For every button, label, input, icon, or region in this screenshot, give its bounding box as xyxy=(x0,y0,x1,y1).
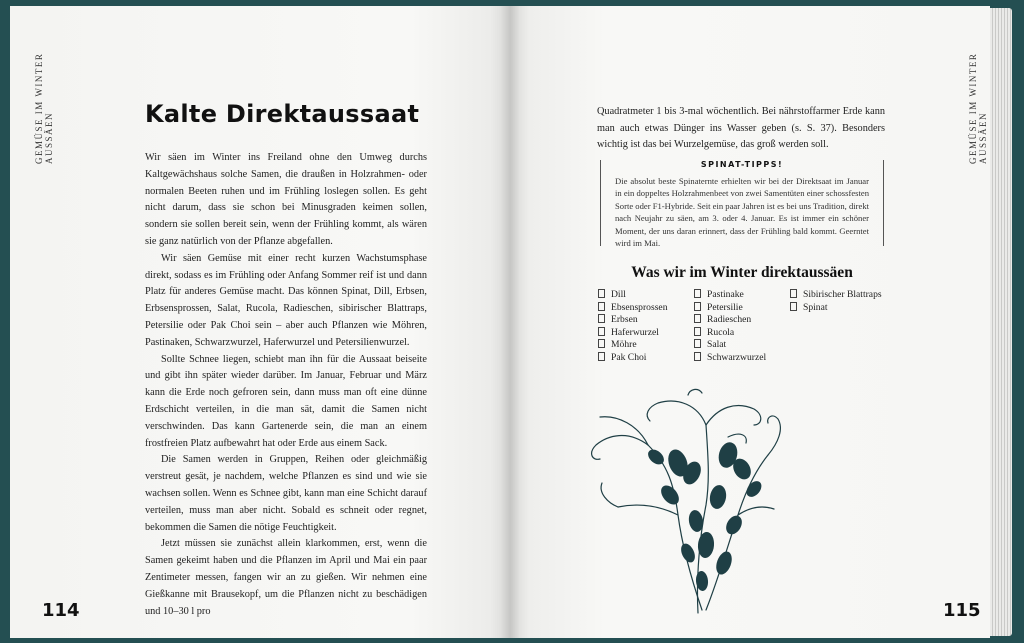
list-item: Ebsensprossen xyxy=(598,302,668,315)
list-item: Salat xyxy=(694,339,766,352)
page-edges xyxy=(990,8,1012,636)
list-item: Pak Choi xyxy=(598,352,668,365)
running-head-right: GEMÜSE IM WINTER AUSSÄEN xyxy=(968,52,988,164)
book-gutter xyxy=(500,6,520,638)
paragraph: Sollte Schnee liegen, schiebt man ihn für die Aussaat beiseite und gibt ihn später wieder darüber. Im Januar, Februar und März kann die Erde noch gefroren sein, dann muss man oft eine dünne Erdschicht verteilen, in die man sät, damit die Samen nicht verschwinden. Das kann Gartenerde sein, die man an einem frostfreien Platz aufbewahrt hat oder Erde aus einem Sack. xyxy=(145,353,427,449)
list-item: Spinat xyxy=(790,302,882,315)
checkbox-icon xyxy=(790,302,797,311)
checkbox-icon xyxy=(598,314,605,323)
checkbox-icon xyxy=(694,289,701,298)
running-head-left: GEMÜSE IM WINTER AUSSÄEN xyxy=(34,52,54,164)
list-item: Haferwurzel xyxy=(598,327,668,340)
vegetable-list-column-1 xyxy=(598,289,668,364)
page-title: Kalte Direktaussaat xyxy=(145,100,420,128)
paragraph: Die Samen werden in Gruppen, Reihen oder gleichmäßig verstreut gesät, je nachdem, welche Pflanzen es sind und wie sie wachsen sollen. Wenn es Schnee gibt, kann man eine Schicht darauf verteilen, muss man aber nicht. Sobald es schneit oder regnet, bekommen die Samen die nötige Feuchtigkeit. xyxy=(145,454,427,533)
checkbox-icon xyxy=(598,302,605,311)
list-item: Schwarzwurzel xyxy=(694,352,766,365)
list-item: Dill xyxy=(598,289,668,302)
checkbox-icon xyxy=(694,327,701,336)
continuation-text: Quadratmeter 1 bis 3-mal wöchentlich. Bei nährstoffarmer Erde kann man auch etwas Dünger ins Wasser geben (s. S. 37). Besonders wichtig ist das bei Wurzelgemüse, das groß werden soll. xyxy=(597,106,885,151)
list-item: Pastinake xyxy=(694,289,766,302)
paragraph: Wir säen im Winter ins Freiland ohne den Umweg durchs Kaltgewächshaus solche Samen, die draußen in Holzrahmen- oder normalen Beeten ruhen und im Frühling loslegen sollen. Es geht nicht darum, dass sie schon bei Minusgraden keimen sollen, sondern sie sollen bereit sein, wenn der Frühling kommt, als wären sie ganz natürlich von der Pflanze abgefallen. xyxy=(145,152,427,247)
tip-heading: SPINAT-TIPPS! xyxy=(700,160,784,169)
list-item: Radieschen xyxy=(694,314,766,327)
checkbox-icon xyxy=(598,339,605,348)
checkbox-icon xyxy=(694,339,701,348)
pea-plant-illustration xyxy=(578,385,788,615)
vegetable-list-column-3 xyxy=(790,289,882,314)
tip-text: Die absolut beste Spinaternte erhielten wir bei der Direktsaat im Januar in ein doppeltes Holzrahmenbeet von zwei Samentüten einer schossfesten Sorte oder F1-Hybride. Seit ein paar Jahren ist es bei uns Tradition, direkt nach Neujahr zu säen, am 3. oder 4. Januar. Es ist immer ein schöner Moment, der uns daran erinnert, dass der Frühling bald kommt. Geerntet wird im Mai. xyxy=(615,176,869,249)
body-text xyxy=(145,150,427,620)
list-item: Petersilie xyxy=(694,302,766,315)
paragraph: Jetzt müssen sie zunächst allein klarkommen, erst, wenn die Samen gekeimt haben und die Pflanzen im April und Mai ein paar Zentimeter messen, fangen wir an zu gießen. Wir nehmen eine Gießkanne mit Brausekopf, um die Pflanzen nicht zu beschädigen und 10–30 l pro xyxy=(145,538,427,617)
checkbox-icon xyxy=(598,289,605,298)
list-item: Sibirischer Blattraps xyxy=(790,289,882,302)
checkbox-icon xyxy=(598,352,605,361)
list-item: Erbsen xyxy=(598,314,668,327)
tip-box xyxy=(600,160,884,249)
checkbox-icon xyxy=(598,327,605,336)
list-item: Möhre xyxy=(598,339,668,352)
checkbox-icon xyxy=(694,302,701,311)
checkbox-icon xyxy=(790,289,797,298)
checkbox-icon xyxy=(694,314,701,323)
page-number-right: 115 xyxy=(943,600,981,621)
paragraph: Wir säen Gemüse mit einer recht kurzen Wachstumsphase direkt, sodass es im Frühling oder Anfang Sommer reif ist und dann Platz für anderes Gemüse macht. Das können Spinat, Dill, Erbsen, Erbsensprossen, Salat, Rucola, Radieschen, sibirischer Blattraps, Petersilie oder Pak Choi sein – aber auch Pflanzen wie Möhren, Pastinaken, Schwarzwurzel, Haferwurzel und Petersilienwurzel. xyxy=(145,252,427,348)
checkbox-icon xyxy=(694,352,701,361)
page-number-left: 114 xyxy=(42,600,80,621)
vegetable-list-column-2 xyxy=(694,289,766,364)
list-item: Rucola xyxy=(694,327,766,340)
list-heading: Was wir im Winter direktaussäen xyxy=(631,264,853,281)
